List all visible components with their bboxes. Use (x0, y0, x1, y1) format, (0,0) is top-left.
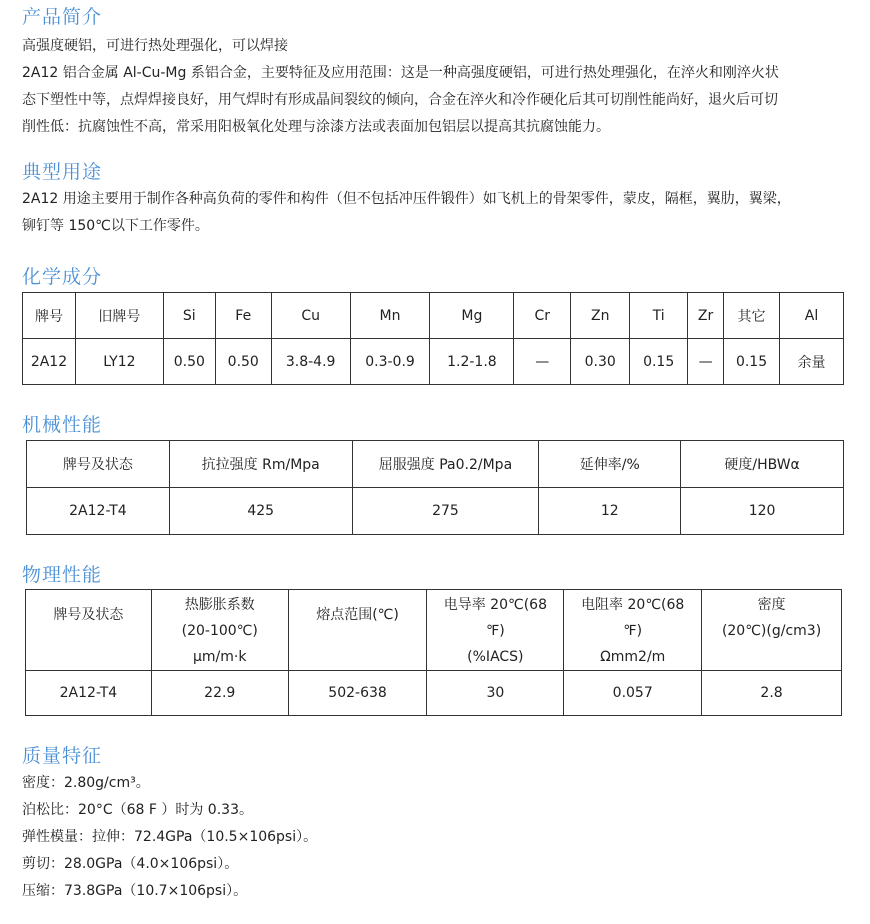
header-cell: 其它 (724, 293, 780, 339)
table-cell: — (688, 339, 724, 385)
table-cell: 1.2-1.8 (430, 339, 514, 385)
header-line: Ωmm2/m (600, 649, 666, 665)
header-cell: Zr (688, 293, 724, 339)
table-cell: LY12 (75, 339, 163, 385)
header-line: 电导率 20℃(68 (443, 597, 547, 613)
quality-list (22, 770, 858, 905)
header-cell: Fe (215, 293, 271, 339)
header-cell: Mg (430, 293, 514, 339)
header-cell: 旧牌号 (75, 293, 163, 339)
header-cell (26, 590, 152, 671)
table-row (27, 488, 844, 535)
table-cell: 3.8-4.9 (271, 339, 350, 385)
table-cell: 2.8 (702, 671, 842, 716)
table-cell: 2A12-T4 (26, 671, 152, 716)
table-cell: 22.9 (151, 671, 288, 716)
header-line: 热膨胀系数 (184, 597, 255, 613)
table-cell: 0.30 (571, 339, 630, 385)
table-header-row (27, 441, 844, 488)
header-cell: 牌号 (23, 293, 76, 339)
header-cell: Mn (350, 293, 430, 339)
header-cell (564, 590, 702, 671)
intro-section (22, 4, 858, 141)
table-cell: 0.50 (163, 339, 215, 385)
table-cell: 2A12-T4 (27, 488, 170, 535)
physical-heading: 物理性能 (22, 564, 103, 586)
table-cell: 0.15 (724, 339, 780, 385)
header-cell: Cu (271, 293, 350, 339)
chemical-heading: 化学成分 (22, 266, 103, 288)
header-line: 熔点范围(℃) (316, 607, 399, 623)
chemical-table (22, 292, 844, 385)
table-cell: 425 (169, 488, 352, 535)
mechanical-section (22, 412, 858, 519)
intro-line: 态下塑性中等，点焊焊接良好，用气焊时有形成晶间裂纹的倾向，合金在淬火和冷作硬化后其可切削性能尚好，退火后可切 (22, 92, 778, 108)
header-line: (20℃)(g/cm3) (721, 623, 822, 639)
header-line: μm/m·k (193, 649, 247, 665)
chemical-section (22, 264, 858, 371)
intro-line: 2A12 铝合金属 Al-Cu-Mg 系铝合金，主要特征及应用范围：这是一种高强度硬铝，可进行热处理强化，在淬火和刚淬火状 (22, 65, 779, 81)
quality-heading: 质量特征 (22, 745, 103, 767)
table-cell: 余量 (780, 339, 844, 385)
usage-heading: 典型用途 (22, 161, 103, 183)
table-cell: 12 (539, 488, 681, 535)
mechanical-heading: 机械性能 (22, 414, 103, 436)
table-row (23, 339, 844, 385)
usage-section (22, 159, 858, 240)
quality-line: 泊松比：20°C（68 F ）时为 0.33。 (22, 802, 253, 818)
header-line: ℉) (485, 623, 505, 639)
header-cell: Si (163, 293, 215, 339)
quality-line: 压缩：73.8GPa（10.7×106psi）。 (22, 883, 248, 899)
intro-line: 高强度硬铝，可进行热处理强化，可以焊接 (22, 38, 288, 54)
table-cell: 30 (427, 671, 564, 716)
quality-section (22, 743, 858, 905)
physical-section (22, 562, 858, 701)
header-cell: 硬度/HBWα (681, 441, 844, 488)
usage-paragraph (22, 186, 858, 240)
header-cell (427, 590, 564, 671)
header-cell: 屈服强度 Pa0.2/Mpa (352, 441, 539, 488)
mechanical-table (26, 440, 844, 535)
header-line: ℉) (623, 623, 643, 639)
intro-line: 削性低：抗腐蚀性不高，常采用阳极氧化处理与涂漆方法或表面加包铝层以提高其抗腐蚀能力。 (22, 119, 610, 135)
header-cell (151, 590, 288, 671)
physical-table (25, 589, 842, 716)
table-header-row (23, 293, 844, 339)
usage-line: 2A12 用途主要用于制作各种高负荷的零件和构件（但不包括冲压件锻件）如飞机上的骨架零件，蒙皮，隔框，翼肋，翼梁， (22, 191, 791, 207)
intro-heading: 产品简介 (22, 6, 103, 28)
header-cell: 抗拉强度 Rm/Mpa (169, 441, 352, 488)
header-line: (%IACS) (467, 649, 524, 665)
table-cell: 2A12 (23, 339, 76, 385)
table-cell: 0.057 (564, 671, 702, 716)
table-cell: 120 (681, 488, 844, 535)
header-cell: 延伸率/% (539, 441, 681, 488)
header-cell: Cr (514, 293, 571, 339)
intro-paragraph (22, 33, 858, 141)
header-cell (288, 590, 427, 671)
table-cell: — (514, 339, 571, 385)
quality-line: 剪切：28.0GPa（4.0×106psi）。 (22, 856, 239, 872)
header-cell: 牌号及状态 (27, 441, 170, 488)
quality-line: 弹性模量：拉伸：72.4GPa（10.5×106psi）。 (22, 829, 318, 845)
header-cell: Zn (571, 293, 630, 339)
table-cell: 502-638 (288, 671, 427, 716)
header-line: (20-100℃) (181, 623, 258, 639)
header-cell: Ti (630, 293, 688, 339)
table-cell: 0.15 (630, 339, 688, 385)
header-cell: Al (780, 293, 844, 339)
header-cell (702, 590, 842, 671)
table-cell: 0.3-0.9 (350, 339, 430, 385)
header-line: 密度 (757, 597, 786, 613)
usage-line: 铆钉等 150℃以下工作零件。 (22, 218, 209, 234)
header-line: 电阻率 20℃(68 (581, 597, 685, 613)
quality-line: 密度：2.80g/cm³。 (22, 775, 150, 791)
table-cell: 275 (352, 488, 539, 535)
table-header-row (26, 590, 842, 671)
table-cell: 0.50 (215, 339, 271, 385)
header-line: 牌号及状态 (53, 607, 124, 623)
table-row (26, 671, 842, 716)
